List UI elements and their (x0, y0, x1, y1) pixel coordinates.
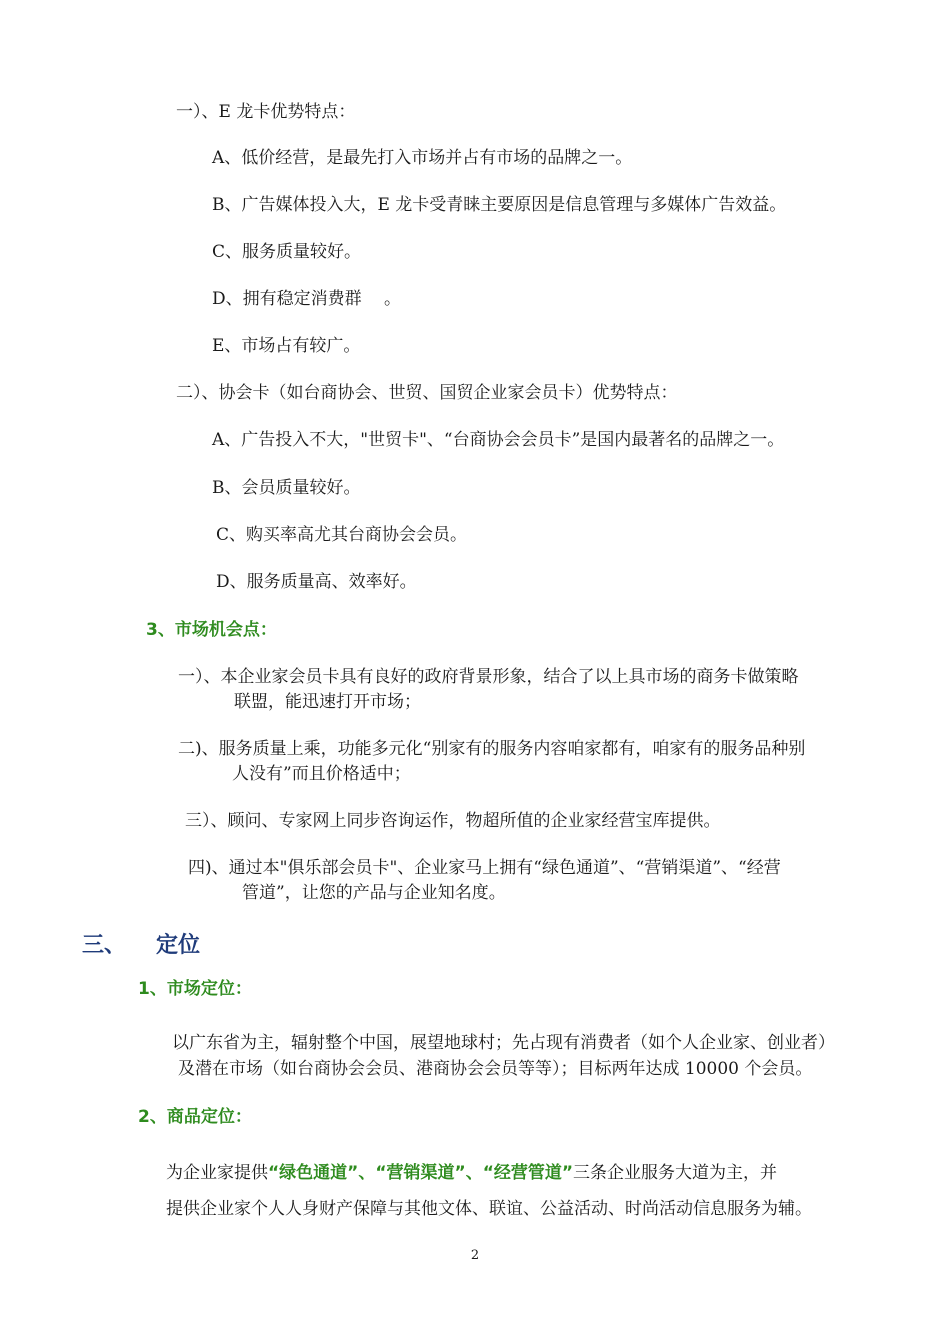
section-number: 三、 (82, 933, 127, 958)
sec2-item-d: D、服务质量高、效率好。 (216, 572, 417, 592)
opp-p3: 三）、顾问、专家网上同步咨询运作，物超所值的企业家经营宝库提供。 (185, 811, 721, 831)
sec1-item-d: D、拥有稳定消费群 。 (212, 289, 402, 309)
opp-p2-line2: 人没有”而且价格适中； (232, 764, 411, 784)
sec2-item-a: A、广告投入不大，"世贸卡"、“台商协会会员卡”是国内最著名的品牌之一。 (212, 430, 785, 450)
section-title: 定位 (156, 933, 201, 958)
product-text-a: 为企业家提供 (166, 1163, 268, 1183)
sec1-heading: 一）、E 龙卡优势特点： (176, 102, 356, 122)
market-positioning-line2: 及潜在市场（如台商协会会员、港商协会会员等等）；目标两年达成 10000 个会员。 (178, 1059, 813, 1079)
product-text-b: 三条企业服务大道为主，并 (573, 1163, 778, 1183)
sec2-item-c: C、购买率高尤其台商协会会员。 (216, 525, 468, 545)
product-positioning-line1 (166, 1161, 777, 1185)
sec1-item-b: B、广告媒体投入大，E 龙卡受青睐主要原因是信息管理与多媒体广告效益。 (212, 195, 787, 215)
sec1-item-c: C、服务质量较好。 (212, 242, 362, 262)
opp-p4-line1: 四)、通过本"俱乐部会员卡"、企业家马上拥有“绿色通道”、“营销渠道”、“经营 (188, 858, 781, 878)
sec1-item-e: E、市场占有较广。 (212, 336, 361, 356)
sec2-item-b: B、会员质量较好。 (212, 478, 361, 498)
sec2-heading: 二）、协会卡（如台商协会、世贸、国贸企业家会员卡）优势特点： (176, 383, 678, 403)
product-positioning-heading: 2、商品定位： (138, 1107, 252, 1127)
section-three-heading (82, 928, 200, 959)
opp-p4-line2: 管道”，让您的产品与企业知名度。 (242, 883, 506, 903)
opp-p1-line2: 联盟，能迅速打开市场； (234, 692, 421, 712)
opp-heading: 3、市场机会点： (146, 620, 277, 640)
market-positioning-heading: 1、市场定位： (138, 979, 252, 999)
sec1-item-a: A、低价经营，是最先打入市场并占有市场的品牌之一。 (212, 148, 633, 168)
product-highlight: “绿色通道”、“营销渠道”、“经营管道” (268, 1163, 574, 1183)
product-positioning-line2: 提供企业家个人人身财产保障与其他文体、联谊、公益活动、时尚活动信息服务为辅。 (166, 1199, 812, 1219)
page-number: 2 (470, 1248, 480, 1263)
opp-p1-line1: 一）、本企业家会员卡具有良好的政府背景形象，结合了以上具市场的商务卡做策略 (178, 667, 799, 687)
opp-p2-line1: 二)、服务质量上乘，功能多元化“别家有的服务内容咱家都有，咱家有的服务品种别 (178, 739, 806, 759)
market-positioning-line1: 以广东省为主，辐射整个中国，展望地球村；先占现有消费者（如个人企业家、创业者） (172, 1033, 835, 1053)
